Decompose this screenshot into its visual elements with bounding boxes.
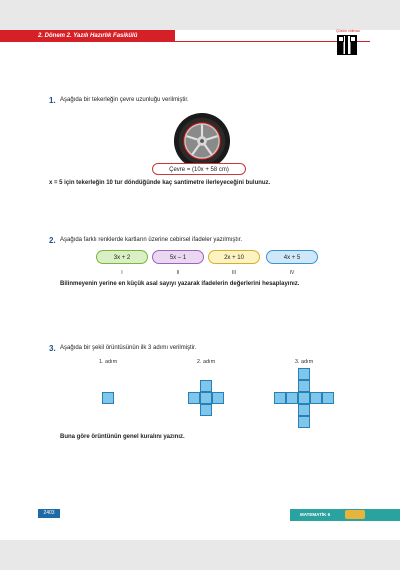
qr-label: Çözüm videosu (336, 29, 361, 33)
card-iii: 2x + 10 (208, 250, 260, 264)
question-3-text: Aşağıda bir şekil örüntüsünün ilk 3 adımı verilmiştir. (60, 345, 197, 351)
pattern-square (200, 392, 212, 404)
card-ii: 5x – 1 (152, 250, 204, 264)
pattern-square (212, 392, 224, 404)
pattern-square (286, 392, 298, 404)
card-label-ii: II (176, 270, 180, 276)
question-1-task: x = 5 için tekerleğin 10 tur döndüğünde kaç santimetre ilerleyeceğini bulunuz. (49, 180, 271, 186)
question-3-task: Buna göre örüntünün genel kuralını yazınız. (60, 434, 185, 440)
pattern-square (274, 392, 286, 404)
footer-subject: MATEMATİK 6 (300, 512, 331, 517)
question-1-number: 1. (49, 96, 56, 105)
card-label-iii: III (231, 270, 237, 276)
pattern-square (200, 404, 212, 416)
card-i: 3x + 2 (96, 250, 148, 264)
question-2-task: Bilinmeyenin yerine en küçük asal sayıyı yazarak ifadelerin değerlerini hesaplayınız. (60, 281, 300, 287)
pattern-square (298, 392, 310, 404)
pattern-square (310, 392, 322, 404)
question-2-text: Aşağıda farklı renklerde kartların üzerine cebirsel ifadeler yazılmıştır. (60, 237, 243, 243)
tire-icon (173, 112, 231, 170)
step-1-label: 1. adım (98, 359, 118, 365)
card-label-iv: IV (289, 270, 295, 276)
pattern-square (298, 380, 310, 392)
pattern-square (298, 404, 310, 416)
card-iv: 4x + 5 (266, 250, 318, 264)
qr-code-icon[interactable] (337, 35, 357, 55)
footer-decoration (345, 510, 365, 519)
pattern-square (298, 416, 310, 428)
pattern-square (322, 392, 334, 404)
header-banner (0, 30, 175, 42)
question-1-text: Aşağıda bir tekerleğin çevre uzunluğu verilmiştir. (60, 97, 189, 103)
pattern-square (200, 380, 212, 392)
banner-title: 2. Dönem 2. Yazılı Hazırlık Fasikülü (38, 33, 138, 39)
card-label-i: I (121, 270, 123, 276)
question-3-number: 3. (49, 344, 56, 353)
perimeter-formula: Çevre = (10x + 58 cm) (152, 163, 246, 175)
question-2-number: 2. (49, 236, 56, 245)
page-number: 2403 (38, 509, 60, 518)
pattern-square (102, 392, 114, 404)
step-3-label: 3. adım (294, 359, 314, 365)
step-2-label: 2. adım (196, 359, 216, 365)
pattern-square (298, 368, 310, 380)
pattern-square (188, 392, 200, 404)
